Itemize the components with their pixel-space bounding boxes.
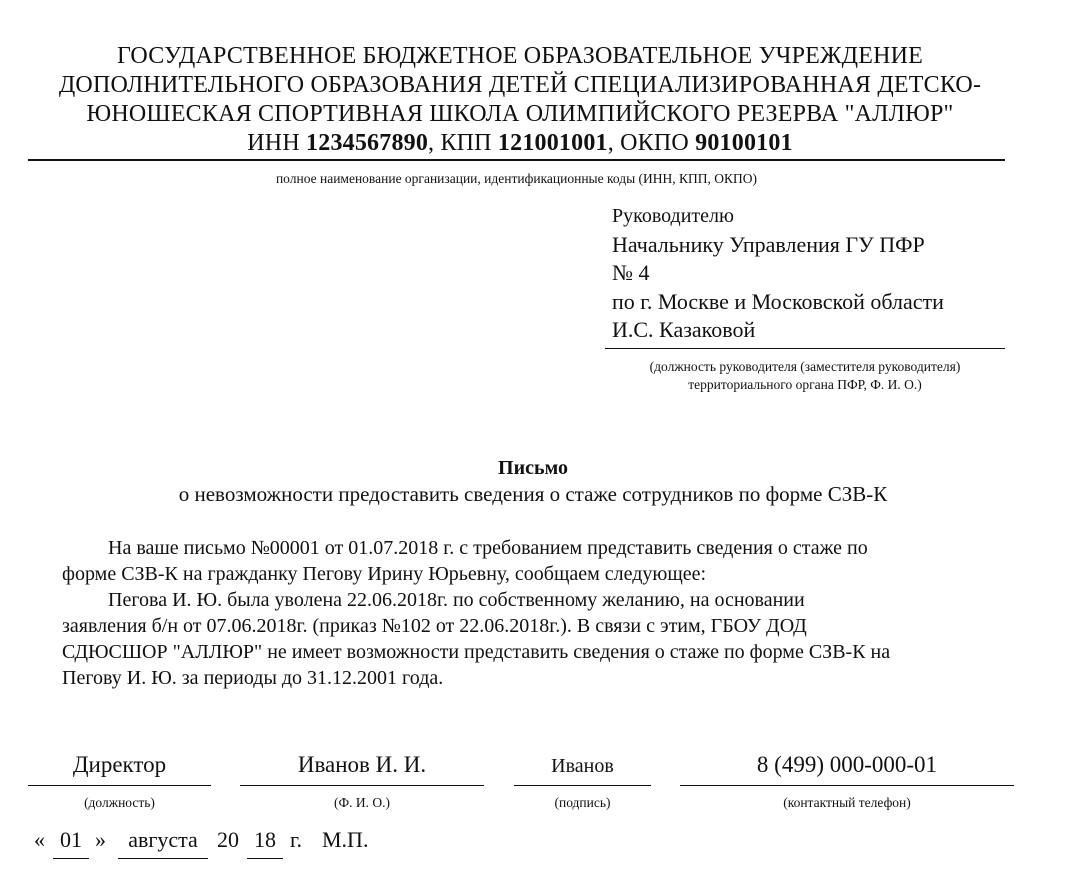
signature-sign: Иванов xyxy=(551,755,614,777)
org-name-line-1: ГОСУДАРСТВЕННОЕ БЮДЖЕТНОЕ ОБРАЗОВАТЕЛЬНОЕ УЧРЕЖДЕНИЕ xyxy=(116,43,924,69)
date-month-line xyxy=(118,858,208,859)
okpo-value: 90100101 xyxy=(695,130,793,156)
date-year-prefix: 20 xyxy=(217,827,239,852)
signature-sign-caption: (подпись) xyxy=(554,795,611,810)
addressee-caption-line-2: территориального органа ПФР, Ф. И. О.) xyxy=(688,377,922,392)
org-header-caption: полное наименование организации, идентификационные коды (ИНН, КПП, ОКПО) xyxy=(275,171,758,186)
signature-name-line xyxy=(240,785,484,786)
date-year-suffix: 18 xyxy=(254,827,276,852)
body-p2-line-4: Пегову И. Ю. за периоды до 31.12.2001 года. xyxy=(62,667,444,689)
stamp-placeholder: М.П. xyxy=(322,827,369,852)
signature-phone-caption: (контактный телефон) xyxy=(783,795,911,810)
addressee-line-4: по г. Москве и Московской области xyxy=(612,288,944,314)
body-p1-line-2: форме СЗВ-К на гражданку Пегову Ирину Юрьевну, сообщаем следующее: xyxy=(62,563,707,585)
body-p1-line-1: На ваше письмо №00001 от 01.07.2018 г. с требованием представить сведения о стаже по xyxy=(108,537,868,559)
org-name-line-2: ДОПОЛНИТЕЛЬНОГО ОБРАЗОВАНИЯ ДЕТЕЙ СПЕЦИАЛИЗИРОВАННАЯ ДЕТСКО- xyxy=(58,72,982,98)
addressee-block xyxy=(612,202,944,345)
letter-title: Письмо xyxy=(498,457,568,479)
date-month: августа xyxy=(128,827,198,852)
signature-phone-line xyxy=(680,785,1014,786)
body-p2-line-2: заявления б/н от 07.06.2018г. (приказ №102 от 22.06.2018г.). В связи с этим, ГБОУ ДОД xyxy=(62,615,807,637)
organization-header xyxy=(20,42,1020,158)
signature-name: Иванов И. И. xyxy=(297,752,427,777)
letter-subtitle: о невозможности предоставить сведения о стаже сотрудников по форме СЗВ-К xyxy=(178,482,888,506)
inn-label: ИНН xyxy=(247,130,307,156)
date-day-line xyxy=(53,858,89,859)
signature-sign-line xyxy=(514,785,651,786)
org-name-line-3: ЮНОШЕСКАЯ СПОРТИВНАЯ ШКОЛА ОЛИМПИЙСКОГО РЕЗЕРВА "АЛЛЮР" xyxy=(86,101,954,127)
org-header-underline xyxy=(28,159,1005,161)
signature-position: Директор xyxy=(72,752,167,777)
addressee-caption-line-1: (должность руководителя (заместителя руководителя) xyxy=(649,359,961,374)
org-codes-line xyxy=(20,129,1020,158)
addressee-line-2: Начальнику Управления ГУ ПФР xyxy=(612,231,925,257)
signature-position-caption: (должность) xyxy=(84,795,155,810)
signature-name-caption: (Ф. И. О.) xyxy=(333,795,391,810)
date-open-quote: « xyxy=(34,827,45,852)
addressee-caption xyxy=(605,358,1005,394)
kpp-label: , КПП xyxy=(428,130,498,156)
inn-value: 1234567890 xyxy=(306,130,429,156)
date-year-label: г. xyxy=(290,827,303,852)
signature-position-line xyxy=(28,785,211,786)
addressee-underline xyxy=(605,348,1005,349)
date-day: 01 xyxy=(60,827,82,852)
date-close-quote: » xyxy=(95,827,106,852)
body-p2-line-3: СДЮСШОР "АЛЛЮР" не имеет возможности представить сведения о стаже по форме СЗВ-К на xyxy=(62,641,891,663)
addressee-line-1: Руководителю xyxy=(612,205,734,227)
body-p2-line-1: Пегова И. Ю. была уволена 22.06.2018г. по собственному желанию, на основании xyxy=(108,589,805,611)
date-year-line xyxy=(247,858,283,859)
addressee-line-5: И.С. Казаковой xyxy=(612,317,756,342)
okpo-label: , ОКПО xyxy=(607,130,696,156)
addressee-line-3: № 4 xyxy=(612,260,650,285)
signature-phone: 8 (499) 000-000-01 xyxy=(756,752,938,777)
letter-body xyxy=(62,535,1002,691)
kpp-value: 121001001 xyxy=(497,130,608,156)
